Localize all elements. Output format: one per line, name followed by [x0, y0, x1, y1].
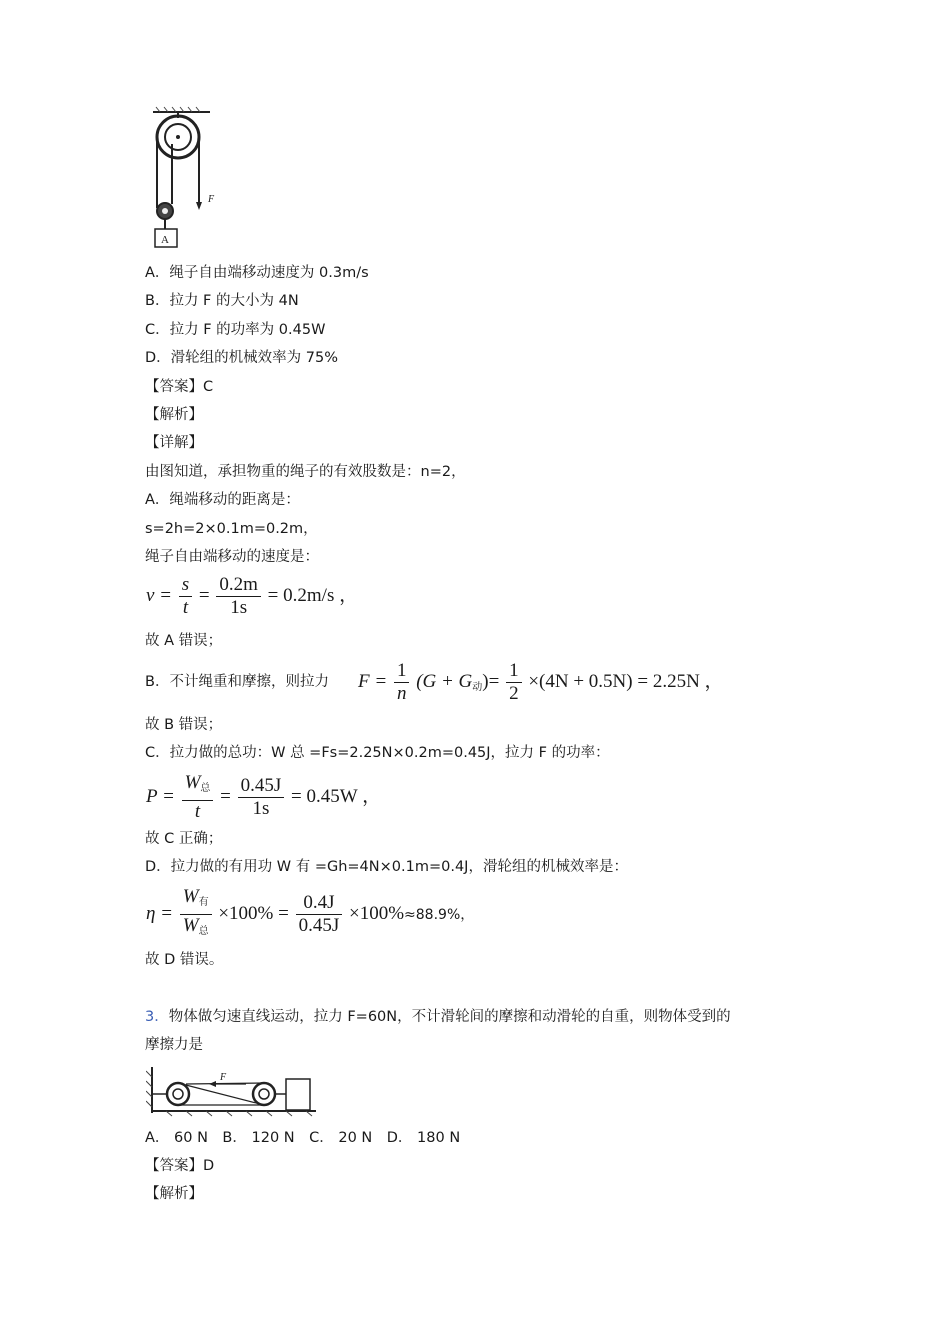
- q3-stem-line2: 摩擦力是: [145, 1037, 203, 1053]
- q3-stem-line1: [145, 1007, 731, 1027]
- q3-stem-text: 物体做匀速直线运动，拉力 F=60N，不计滑轮间的摩擦和动滑轮的自重，则物体受到的: [168, 1009, 731, 1025]
- detail-label: 【详解】: [145, 435, 203, 451]
- a-line3: 绳子自由端移动的速度是：: [145, 549, 319, 565]
- horizontal-pulley-figure: [146, 1063, 318, 1117]
- option-b: B．拉力 F 的大小为 4N: [145, 293, 299, 309]
- option-a: A．绳子自由端移动速度为 0.3m/s: [145, 265, 369, 281]
- q3-number: 3．: [145, 1009, 169, 1025]
- q3-analysis: 【解析】: [145, 1186, 203, 1202]
- c-line1: C．拉力做的总功：W 总 =Fs=2.25N×0.2m=0.45J，拉力 F 的功率：: [145, 745, 610, 761]
- fig2-force-label: F: [220, 1072, 227, 1083]
- pulley-system-figure: [148, 104, 228, 252]
- b-conclusion: 故 B 错误；: [145, 717, 223, 733]
- b-prefix: B．不计绳重和摩擦，则拉力: [145, 674, 329, 690]
- fig1-force-label: F: [208, 194, 215, 205]
- d-line1: D．拉力做的有用功 W 有 =Gh=4N×0.1m=0.4J，滑轮组的机械效率是：: [145, 859, 628, 875]
- a-line2: s=2h=2×0.1m=0.2m，: [145, 521, 318, 537]
- c-conclusion: 故 C 正确；: [145, 831, 223, 847]
- option-d: D．滑轮组的机械效率为 75%: [145, 350, 339, 366]
- intro-text: 由图知道，承担物重的绳子的有效股数是：n=2，: [145, 464, 466, 480]
- a-line1: A．绳端移动的距离是：: [145, 492, 300, 508]
- answer-label: 【答案】C: [145, 379, 214, 395]
- d-conclusion: 故 D 错误。: [145, 952, 224, 968]
- formula-power: P = $\frac{W_总}{t}$ = $\frac{0.45J}{1s}$ = 0.45W ，: [146, 772, 382, 822]
- q3-options: A． 60 N B． 120 N C． 20 N D． 180 N: [145, 1130, 461, 1146]
- option-c: C．拉力 F 的功率为 0.45W: [145, 322, 326, 338]
- q3-answer: 【答案】D: [145, 1158, 215, 1174]
- fig1-block-label: A: [161, 234, 169, 246]
- a-conclusion: 故 A 错误；: [145, 633, 223, 649]
- formula-efficiency: η = $\frac{W_有}{W_总}$ ×100% = $\frac{0.4J}{0.45J}$ ×100%≈88.9%，: [146, 886, 475, 937]
- formula-velocity: v = $\frac{s}{t}$ = $\frac{0.2m}{1s}$ = 0.2m/s ，: [146, 574, 359, 618]
- analysis-label: 【解析】: [145, 407, 203, 423]
- formula-force: F = $\frac{1}{n}$ $(G + G_动)=$ $\frac{1}{2}$ ×(4N + 0.5N) = 2.25N ，: [358, 660, 724, 704]
